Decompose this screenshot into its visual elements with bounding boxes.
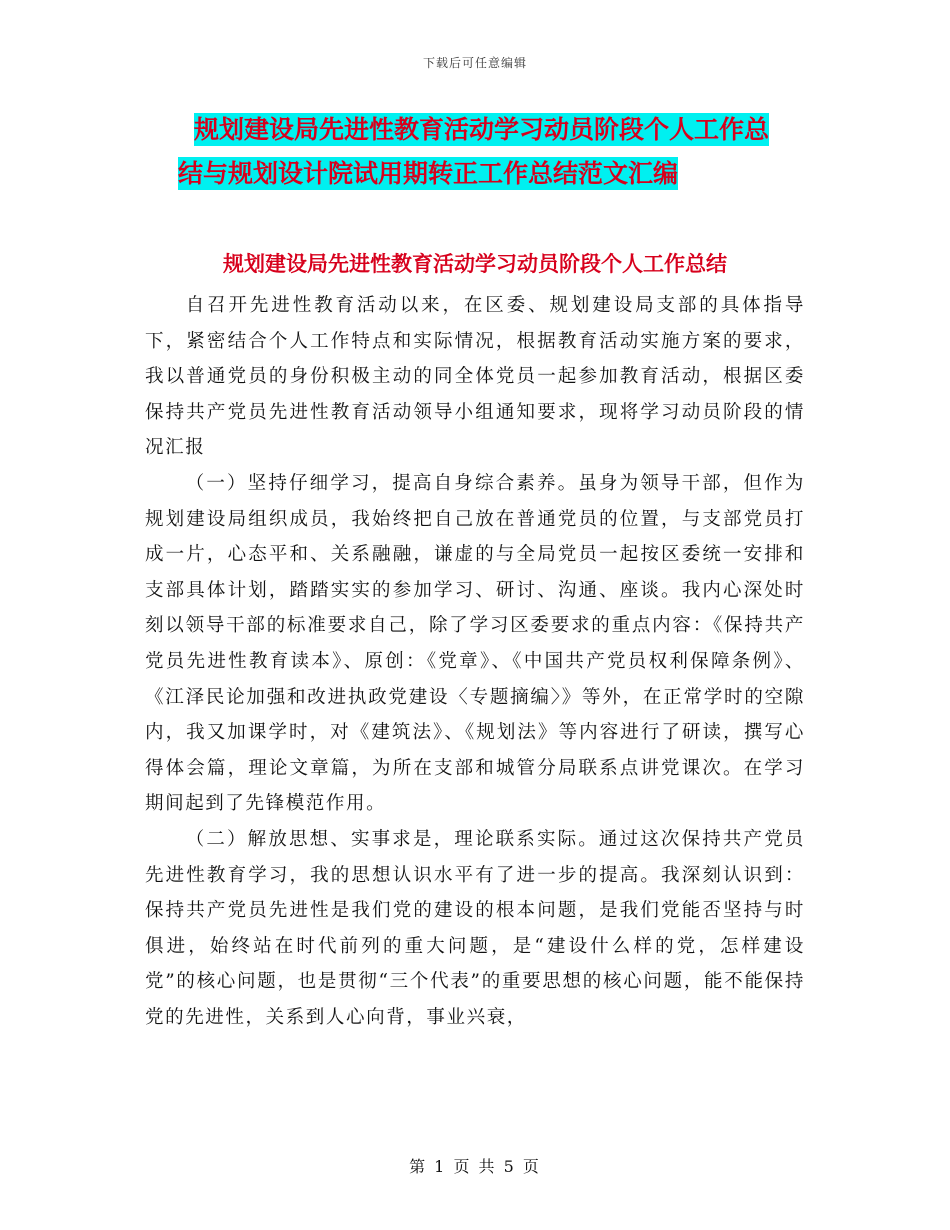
title-line-1-text: 规划建设局先进性教育活动学习动员阶段个人工作总 — [194, 115, 770, 144]
title-line-1 — [150, 108, 840, 152]
paragraph-intro: 自召开先进性教育活动以来，在区委、规划建设局支部的具体指导下，紧密结合个人工作特点和实际情况，根据教育活动实施方案的要求，我以普通党员的身份积极主动的同全体党员一起参加教育活动，根据区委保持共产党员先进性教育活动领导小组通知要求，现将学习动员阶段的情况汇报 — [145, 295, 805, 459]
section-heading: 规划建设局先进性教育活动学习动员阶段个人工作总结 — [223, 252, 727, 276]
title-line-2-text: 结与规划设计院试用期转正工作总结范文汇编 — [178, 159, 679, 188]
page-number: 第 1 页 共 5 页 — [409, 1157, 541, 1176]
paragraph-study: （一）坚持仔细学习，提高自身综合素养。虽身为领导干部，但作为规划建设局组织成员，我始终把自己放在普通党员的位置，与支部党员打成一片，心态平和、关系融融，谦虚的与全局党员一起按区委统一安排和支部具体计划，踏踏实实的参加学习、研讨、沟通、座谈。我内心深处时刻以领导干部的标准要求自己，除了学习区委要求的重点内容：《保持共产党员先进性教育读本》、原创：《党章》、《中国共产党员权利保障条例》、《江泽民论加强和改进执政党建设〈专题摘编〉》等外，在正常学时的空隙内，我又加课学时，对《建筑法》、《规划法》等内容进行了研读，撰写心得体会篇，理论文章篇，为所在支部和城管分局联系点讲党课次。在学习期间起到了先锋模范作用。 — [145, 472, 805, 815]
document-title — [150, 108, 840, 196]
header-note: 下载后可任意编辑 — [422, 56, 527, 70]
body-text — [145, 288, 805, 1035]
paragraph-thinking: （二）解放思想、实事求是，理论联系实际。通过这次保持共产党员先进性教育学习，我的思想认识水平有了进一步的提高。我深刻认识到：保持共产党员先进性是我们党的建设的根本问题，是我们党能否坚持与时俱进，始终站在时代前列的重大问题，是“建设什么样的党，怎样建设党”的核心问题，也是贯彻“三个代表”的重要思想的核心问题，能不能保持党的先进性，关系到人心向背，事业兴衰， — [145, 828, 805, 1028]
title-line-2 — [150, 152, 840, 196]
